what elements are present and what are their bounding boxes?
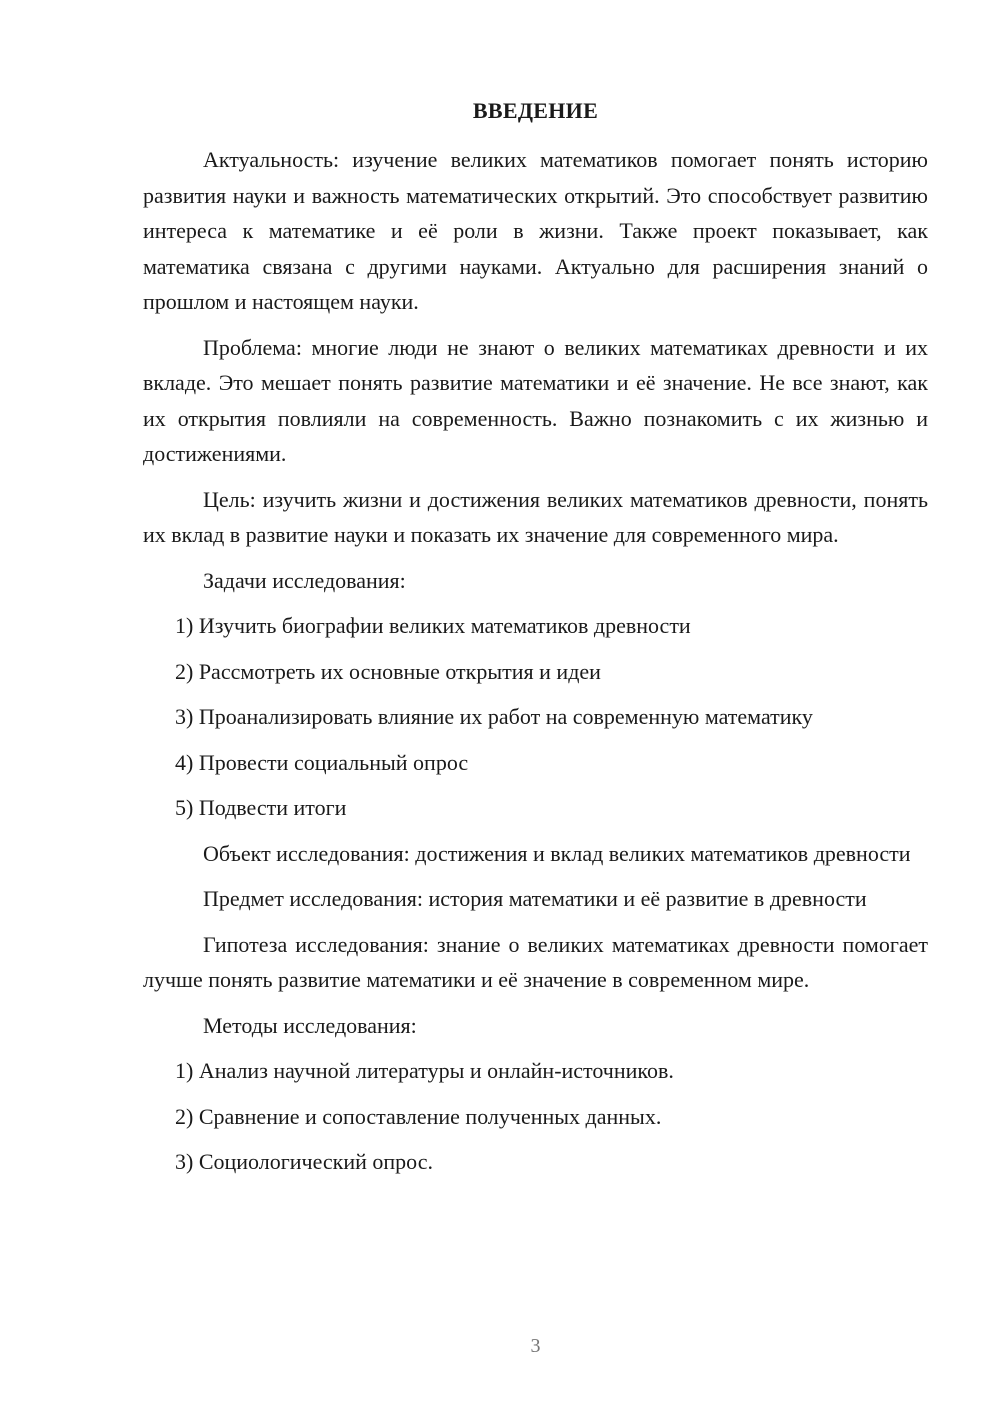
document-body xyxy=(143,142,928,1190)
task-item: 5) Подвести итоги xyxy=(175,795,347,820)
task-item: 3) Проанализировать влияние их работ на современную математику xyxy=(175,704,813,729)
methods-heading: Методы исследования: xyxy=(203,1012,417,1038)
object-paragraph: Объект исследования: достижения и вклад великих математиков древности xyxy=(203,840,911,866)
method-item: 2) Сравнение и сопоставление полученных данных. xyxy=(175,1103,662,1129)
method-item: 3) Социологический опрос. xyxy=(175,1149,433,1174)
hypothesis-paragraph: Гипотеза исследования: знание о великих математиках древности помогает лучше понять развитие математики и её значение в современном мире. xyxy=(143,931,928,992)
task-item: 4) Провести социальный опрос xyxy=(175,749,469,775)
relevance-paragraph: Актуальность: изучение великих математиков помогает понять историю развития науки и важность математических открытий. Это способствует развитию интереса к математике и её роли в жизни. Также проект показывает, как математика связана с другими науками. Актуально для расширения знаний о прошлом и настоящем науки. xyxy=(143,147,928,314)
tasks-heading: Задачи исследования: xyxy=(203,567,406,593)
problem-paragraph: Проблема: многие люди не знают о великих математиках древности и их вкладе. Это мешает понять развитие математики и её значение. Не все знают, как их открытия повлияли на современность. Важно познакомить с их жизнью и достижениями. xyxy=(143,334,928,466)
subject-paragraph: Предмет исследования: история математики и её развитие в древности xyxy=(203,886,867,911)
task-item: 1) Изучить биографии великих математиков древности xyxy=(175,613,691,638)
goal-paragraph: Цель: изучить жизни и достижения великих математиков древности, понять их вклад в развитие науки и показать их значение для современного мира. xyxy=(143,486,928,547)
page-number: 3 xyxy=(530,1335,541,1357)
document-page xyxy=(143,0,928,1414)
task-item: 2) Рассмотреть их основные открытия и идеи xyxy=(175,658,601,684)
page-title: ВВЕДЕНИЕ xyxy=(472,98,599,123)
method-item: 1) Анализ научной литературы и онлайн-источников. xyxy=(175,1058,674,1083)
